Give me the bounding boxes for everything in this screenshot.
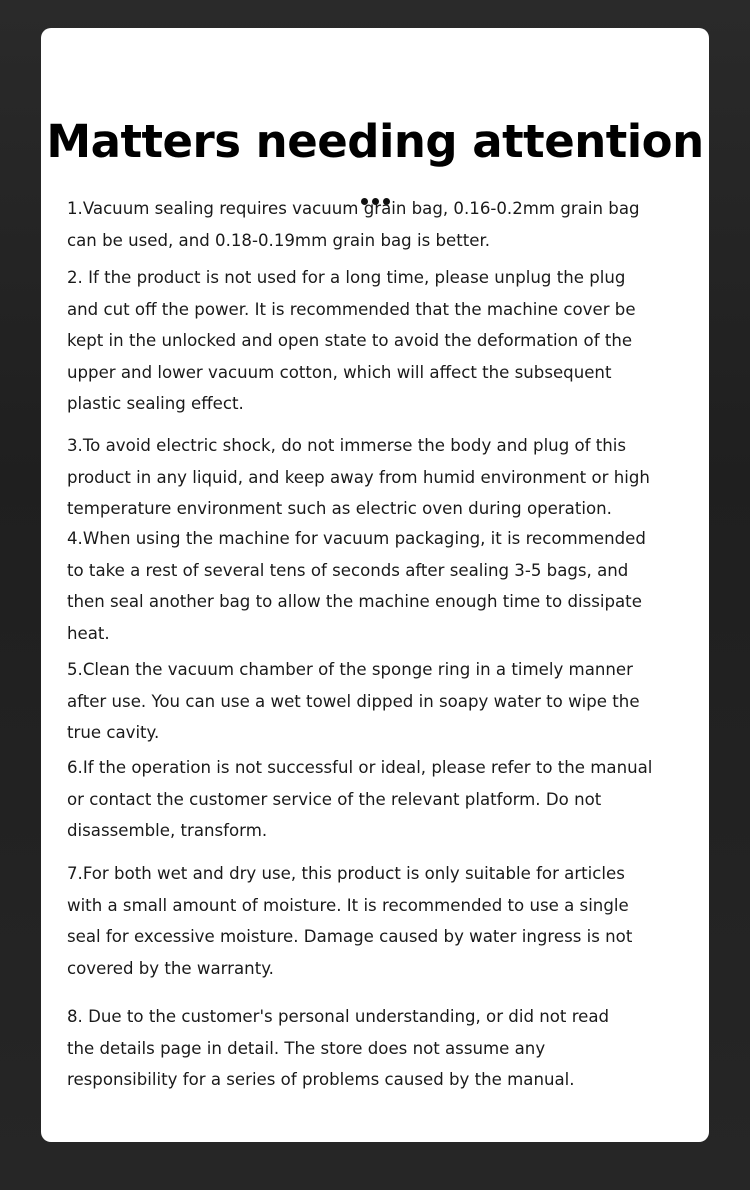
notice-item-4: 4.When using the machine for vacuum packaging, it is recommended to take a rest of several tens of seconds after sealing 3-5 bags, and then seal another bag to allow the machine enough time to dissipate heat. [67,529,646,643]
page-title: Matters needing attention [46,115,704,168]
notice-card [41,28,709,1142]
notice-item-7: 7.For both wet and dry use, this product is only suitable for articles with a small amount of moisture. It is recommended to use a single seal for excessive moisture. Damage caused by water ingress is not covered by the warranty. [67,864,633,978]
notice-item-8: 8. Due to the customer's personal understanding, or did not read the details page in detail. The store does not assume any responsibility for a series of problems caused by the manual. [67,1007,610,1089]
notice-item-1: 1.Vacuum sealing requires vacuum grain bag, 0.16-0.2mm grain bag can be used, and 0.18-0.19mm grain bag is better. [67,199,640,250]
notice-item-3: 3.To avoid electric shock, do not immerse the body and plug of this product in any liquid, and keep away from humid environment or high temperature environment such as electric oven during operation. [67,436,650,518]
notice-item-2: 2. If the product is not used for a long time, please unplug the plug and cut off the power. It is recommended that the machine cover be kept in the unlocked and open state to avoid the deformation of the upper and lower vacuum cotton, which will affect the subsequent plastic sealing effect. [67,268,636,413]
notice-item-5: 5.Clean the vacuum chamber of the sponge ring in a timely manner after use. You can use a wet towel dipped in soapy water to wipe the true cavity. [67,660,640,742]
notice-item-6: 6.If the operation is not successful or ideal, please refer to the manual or contact the customer service of the relevant platform. Do not disassemble, transform. [67,758,653,840]
